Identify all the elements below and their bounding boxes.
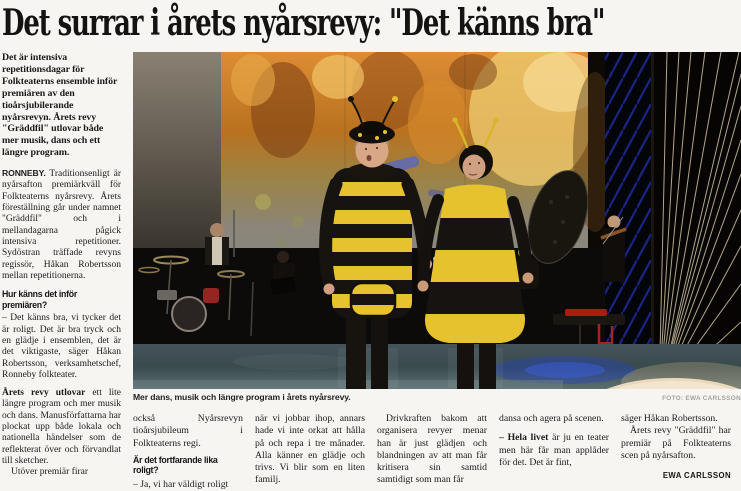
- paragraph-ronneby: RONNEBY. Traditionsenligt är nyårsafton premiärkväll för Folkteaterns nyårsrevy. Årets föreställning går under namnet "Gräddfil" och i mellandagarna pågick intensiva repetitioner. Sydöstran träffade revyns regissör, Håkan Robertsson mellan repetitionerna.: [2, 168, 121, 281]
- article-headline: Det surrar i årets nyårsrevy: "Det känns bra": [2, 2, 605, 44]
- dateline: RONNEBY.: [2, 168, 46, 179]
- photo-caption: Mer dans, musik och längre program i årets nyårsrevy.: [133, 392, 351, 402]
- article-bottom-columns: [133, 413, 731, 491]
- article-column-6: [621, 413, 731, 491]
- article-column-1: [2, 52, 121, 491]
- paragraph-drivkraften: Drivkraften bakom att organisera revyer menar han är just glädjen och blandningen av att man får kritisera sin samtid samtidigt som man får: [377, 413, 487, 486]
- paragraph-hela-livet: – Hela livet är ju en teater men här får man applåder för det. Det är fint,: [499, 432, 609, 468]
- paragraph-hela-livet-cont: säger Håkan Robertsson.: [621, 413, 718, 424]
- article-lead: Det är intensiva repetitionsdagar för Folkteaterns ensemble inför premiären av den tioårsjubilerande nyårsrevyn. Årets revy "Gräddfil" utlovar både mer musik, dans och ett längre program.: [2, 52, 118, 159]
- paragraph-quote-1: – Det känns bra, vi tycker det är roligt. Det är bra tryck och en glädje i ensemblen, det är det viktigaste, säger Håkan Robertsson, verksamhetschef, Ronneby folkteater.: [2, 313, 121, 380]
- paragraph-premiar: Årets revy "Gräddfil" har premiär på Folkteaterns scen på nyårsafton.: [621, 425, 731, 461]
- author-byline: EWA CARLSSON: [662, 471, 731, 481]
- question-subhead-2: Är det fortfarande lika roligt?: [133, 454, 218, 476]
- article-photo-block: [133, 52, 741, 402]
- paragraph-utover: Utöver premiär firar: [11, 467, 89, 478]
- article-column-5: [499, 413, 609, 491]
- paragraph-drivkraften-cont: dansa och agera på scenen.: [499, 413, 604, 424]
- photo-credit: FOTO: EWA CARLSSON: [662, 395, 741, 402]
- question-subhead-1: Hur känns det inför premiären?: [2, 289, 77, 310]
- photo-caption-row: [133, 392, 741, 402]
- article-column-4: [377, 413, 487, 491]
- paragraph-utover-cont: också Nyårsrevyn tioårsjubileum i Folkteaterns regi.: [133, 413, 243, 449]
- article-column-2: [133, 413, 243, 491]
- paragraph-revy: Årets revy utlovar ett lite längre program och mer musik och dans. Manusförfattarna har plockat upp både lokala och nationella händelser som de reflekterat över och förvandlat till sketcher.: [2, 388, 121, 466]
- article-column-3: [255, 413, 365, 491]
- paragraph-quote-2: – Ja, vi har väldigt roligt: [133, 479, 229, 491]
- stage-photo-bee-performers: [133, 52, 741, 389]
- ray-backdrop-panel: [651, 52, 741, 389]
- paragraph-quote-2-cont: när vi jobbar ihop, annars hade vi inte orkat att hålla på och repa i tre månader. Alla känner en glädje och trivs. Vi blir som en liten familj.: [255, 413, 365, 486]
